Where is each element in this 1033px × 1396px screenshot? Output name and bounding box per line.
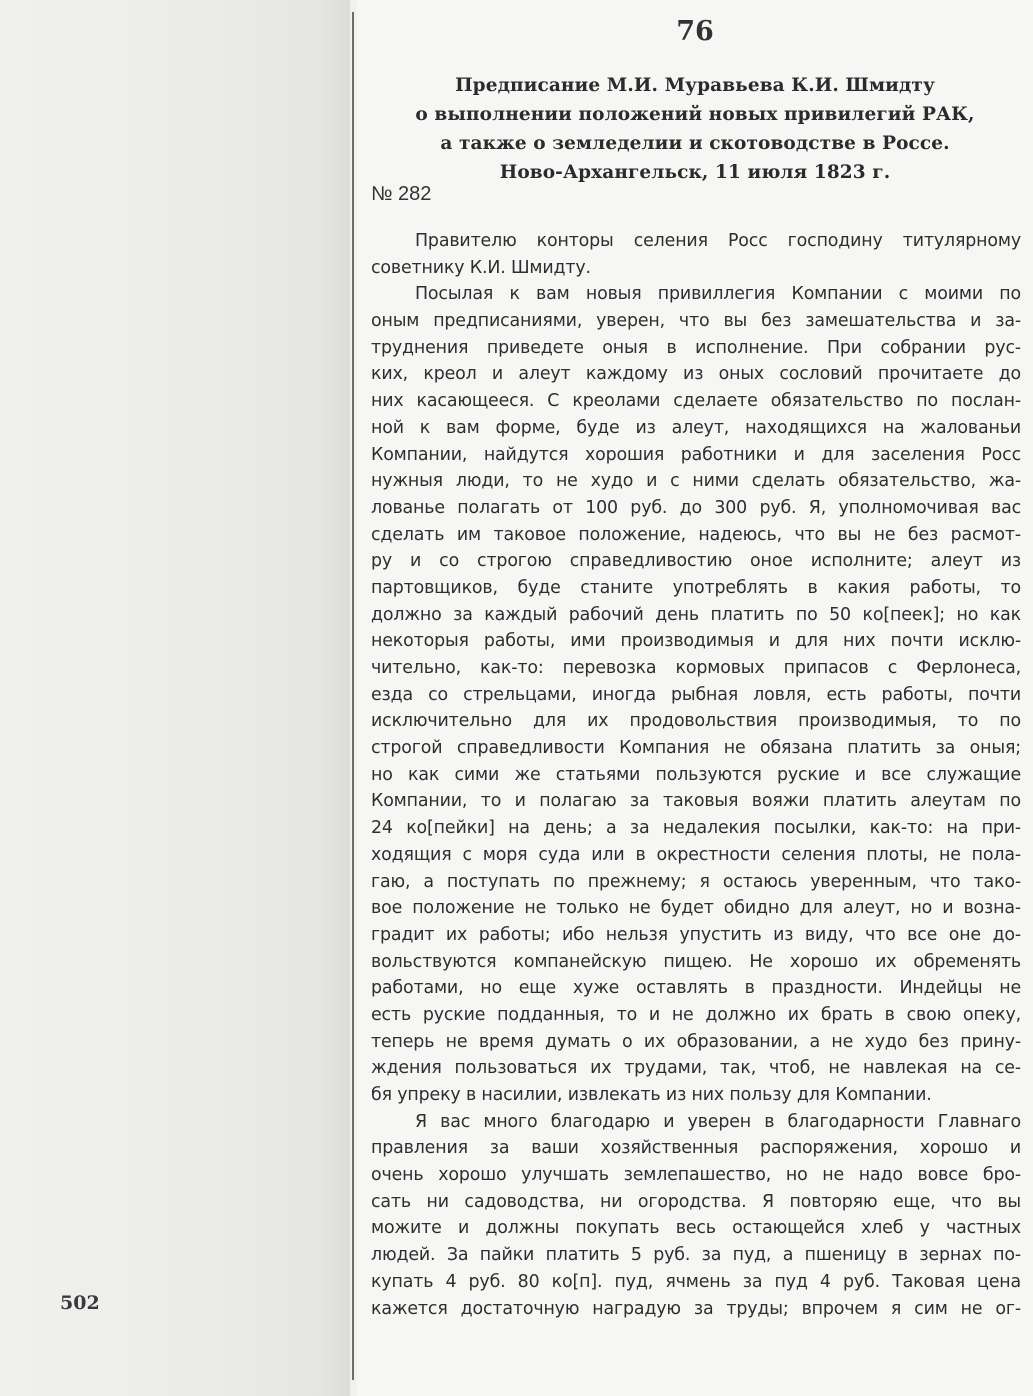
text-line: можите и должны покупать весь остающейся хлеб у частных [371,1218,1021,1239]
title-line: Ново-Архангельск, 11 июля 1823 г. [499,162,891,183]
text-line: советнику К.И. Шмидту. [371,257,591,278]
gutter-rule [352,12,354,1380]
text-line: Я вас много благодарю и уверен в благодарности Главнаго [415,1111,1021,1132]
text-line: Компании, найдутся хорошия работники и для заселения Росс [371,444,1021,465]
text-line: Компании, то и полагаю за таковыя вояжи платить алеутам по [371,791,1021,812]
title-line: а также о земледелии и скотоводстве в Россе. [440,133,950,154]
text-line: 24 ко[пейки] на день; а за недалекия посылки, как-то: на при- [371,818,1021,839]
text-line: очень хорошо улучшать землепашество, но не надо вовсе бро- [371,1165,1021,1186]
text-line: Посылая к вам новыя привиллегия Компании с моими по [415,284,1021,305]
folio-number: 502 [60,1292,100,1314]
text-line: есть руские подданныя, то и не должно их брать в свою опеку, [371,1004,1021,1025]
text-line: труднения приведете оныя в исполнение. При собрании рус- [371,337,1021,358]
text-line: теперь не время думать о их образовании, а не худо без прину- [371,1031,1021,1052]
text-line: вое положение не только не будет обидно для алеут, но и возна- [371,898,1021,919]
text-line: вольствуются компанейскую пищею. Не хорошо их обременять [371,951,1021,972]
facing-page-margin [0,0,350,1396]
text-line: партовщиков, буде станите употреблять в какия работы, то [371,577,1021,598]
text-line: купать 4 руб. 80 ко[п]. пуд, ячмень за пуд 4 руб. Таковая цена [371,1271,1021,1292]
text-line: кажется достаточную наградую за труды; впрочем я сим не ог- [371,1298,1021,1319]
archive-number: № 282 [371,183,432,205]
text-line: лованье полагать от 100 руб. до 300 руб. Я, уполномочивая вас [371,497,1021,518]
document-page [357,0,1033,1396]
text-line: людей. За пайки платить 5 руб. за пуд, а пшеницу в зернах по- [371,1245,1021,1266]
text-line: должно за каждый рабочий день платить по 50 ко[пеек]; но как [371,604,1021,625]
text-line: градит их работы; ибо нельзя упустить из виду, что все оне до- [371,924,1021,945]
text-line: сделать им таковое положение, надеюсь, что вы не без расмот- [371,524,1021,545]
text-line: некоторыя работы, ими производимыя и для них почти исклю- [371,631,1021,652]
document-title [357,71,1033,187]
text-line: ходящия с моря суда или в окрестности селения плоты, не пола- [371,844,1021,865]
text-line: нужныя люди, то не худо и с ними сделать обязательство, жа- [371,471,1021,492]
body-text [371,228,1021,1322]
text-line: Правителю конторы селения Росс господину титулярному [415,231,1021,251]
title-line: Предписание М.И. Муравьева К.И. Шмидту [455,75,935,96]
text-line: ких, креол и алеут каждому из оных сословий прочитаете до [371,364,1021,385]
text-line: гаю, а поступать по прежнему; я остаюсь уверенным, что тако- [371,871,1021,892]
title-line: о выполнении положений новых привилегий РАК, [415,104,975,125]
text-line: сать ни садоводства, ни огородства. Я повторяю еще, что вы [371,1191,1021,1212]
document-number-heading: 76 [676,16,714,47]
text-line: езда со стрельцами, иногда рыбная ловля, есть работы, почти [371,684,1021,705]
text-line: оным предписаниями, уверен, что вы без замешательства и за- [371,311,1021,332]
text-line: строгой справедливости Компания не обязана платить за оныя; [371,738,1021,759]
text-line: них касающееся. С креолами сделаете обязательство по послан- [371,391,1021,412]
text-line: исключительно для их продовольствия производимыя, то по [371,711,1021,732]
text-line: ждения пользоваться их трудами, так, чтоб, не навлекая на се- [371,1058,1021,1079]
text-line: работами, но еще хуже оставлять в праздности. Индейцы не [371,978,1021,999]
text-line: ру и со строгою справедливостию оное исполните; алеут из [371,551,1021,572]
text-line: правления за ваши хозяйственныя распоряжения, хорошо и [371,1138,1021,1159]
text-line: бя упреку в насилии, извлекать из них пользу для Компании. [371,1085,932,1105]
text-line: ной к вам форме, буде из алеут, находящихся на жалованьи [371,417,1021,438]
text-line: но как сими же статьями пользуются руские и все служащие [371,764,1021,785]
text-line: чительно, как-то: перевозка кормовых припасов с Ферлонеса, [371,658,1021,678]
